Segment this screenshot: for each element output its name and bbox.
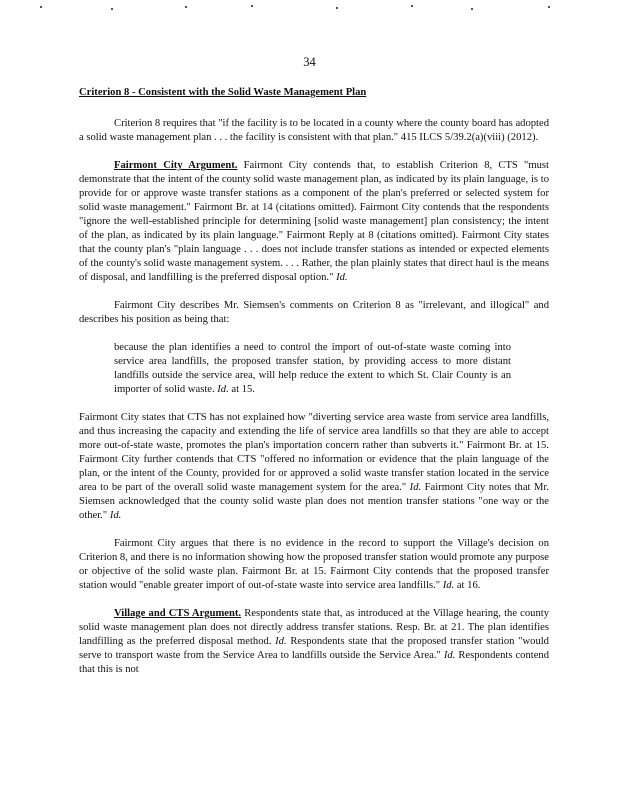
fairmont-argument-text: Fairmont City contends that, to establish Criterion 8, CTS "must demonstrate that the intent of the county solid waste management plan, as indicated by its plain language, is to provide for or approve waste transfer stations as a component of the plan's preferred or selected system for solid waste management." Fairmont Br. at 14 (citations omitted). Fairmont City contends that the respondents "ignore the well-established principle for determining [solid waste management] plan consistency; the intent of the plan, as indicated by its plain language." Fairmont Reply at 8 (citations omitted). Fairmont City states that the county plan's "plain language . . . does not include transfer stations as intended or expected elements of the county's solid waste management system. . . . Rather, the plan plainly states that direct haul is the means of disposal, and landfilling is the preferred disposal option." [79, 160, 549, 283]
paragraph-text: Respondents contend that this is not [79, 650, 549, 675]
paragraph-no-evidence [79, 537, 549, 593]
citation-id: Id. [336, 272, 348, 283]
citation-id: Id. [442, 580, 455, 591]
citation-id: Id. [217, 384, 229, 395]
citation-id: Id. [109, 510, 122, 521]
document-body [79, 86, 549, 691]
paragraph-cts-diverting [79, 411, 549, 523]
paragraph-village-cts-argument [79, 607, 549, 677]
citation-page: at 15. [228, 384, 255, 395]
scan-speck [411, 5, 413, 7]
fairmont-argument-heading: Fairmont City Argument. [114, 160, 238, 171]
citation-page: at 16. [454, 580, 481, 591]
scan-speck [185, 6, 187, 8]
scan-speck [471, 8, 473, 10]
scan-speck [336, 7, 338, 9]
paragraph-fairmont-argument [79, 159, 549, 285]
village-cts-argument-heading: Village and CTS Argument. [114, 608, 242, 619]
citation-id: Id. [409, 482, 422, 493]
paragraph-text: Fairmont City argues that there is no evidence in the record to support the Village's decision on Criterion 8, and there is no information showing how the proposed transfer station would promote any purpose or objective of the solid waste plan. Fairmont Br. at 15. Fairmont City contends that the proposed transfer station would "enable greater import of out-of-state waste into service area landfills." [79, 538, 549, 591]
citation-id: Id. [275, 636, 287, 647]
paragraph-text: Fairmont City states that CTS has not explained how "diverting service area waste from service area landfills, and thus increasing the capacity and extending the life of service area landfills so that they are able to accept more out-of-state waste, promotes the plan's importation concern rather than subverts it." Fairmont Br. at 15. Fairmont City further contends that CTS "offered no information or evidence that the plain language of the plan, or the intent of the County, provided for or approved a solid waste transfer station located in the service area to be part of the overall solid waste management system for the area." [79, 412, 549, 493]
page-number: 34 [303, 55, 316, 69]
paragraph-text: Respondents state that the proposed transfer station "would serve to transport waste from the Service Area to landfills outside the Service Area." [79, 636, 549, 661]
citation-id: Id. [443, 650, 456, 661]
block-quote [114, 341, 511, 397]
paragraph-criterion-8: Criterion 8 requires that "if the facility is to be located in a county where the county board has adopted a solid waste management plan . . . the facility is consistent with that plan." 415 ILCS 5/39.2(a)(viii) (2012). [79, 118, 549, 143]
paragraph-text: Respondents state that, as introduced at the Village hearing, the county solid waste management plan does not directly address transfer stations. Resp. Br. at 21. The plan identifies landfilling as the preferred disposal method. [79, 608, 549, 647]
paragraph-siemsen: Fairmont City describes Mr. Siemsen's comments on Criterion 8 as "irrelevant, and illogical" and describes his position as being that: [79, 300, 549, 325]
scan-speck [548, 6, 550, 8]
scan-speck [111, 8, 113, 10]
paragraph-text: Fairmont City notes that Mr. Siemsen acknowledged that the county solid waste plan does not mention transfer stations "one way or the other." [79, 482, 549, 521]
section-heading: Criterion 8 - Consistent with the Solid Waste Management Plan [79, 87, 367, 98]
scan-speck [40, 6, 42, 8]
block-quote-text: because the plan identifies a need to control the import of out-of-state waste coming into service area landfills, the proposed transfer station, by providing access to more distant landfills outside the service area, will help reduce the extent to which St. Clair County is an importer of solid waste. [114, 342, 511, 395]
scan-speck [251, 5, 253, 7]
